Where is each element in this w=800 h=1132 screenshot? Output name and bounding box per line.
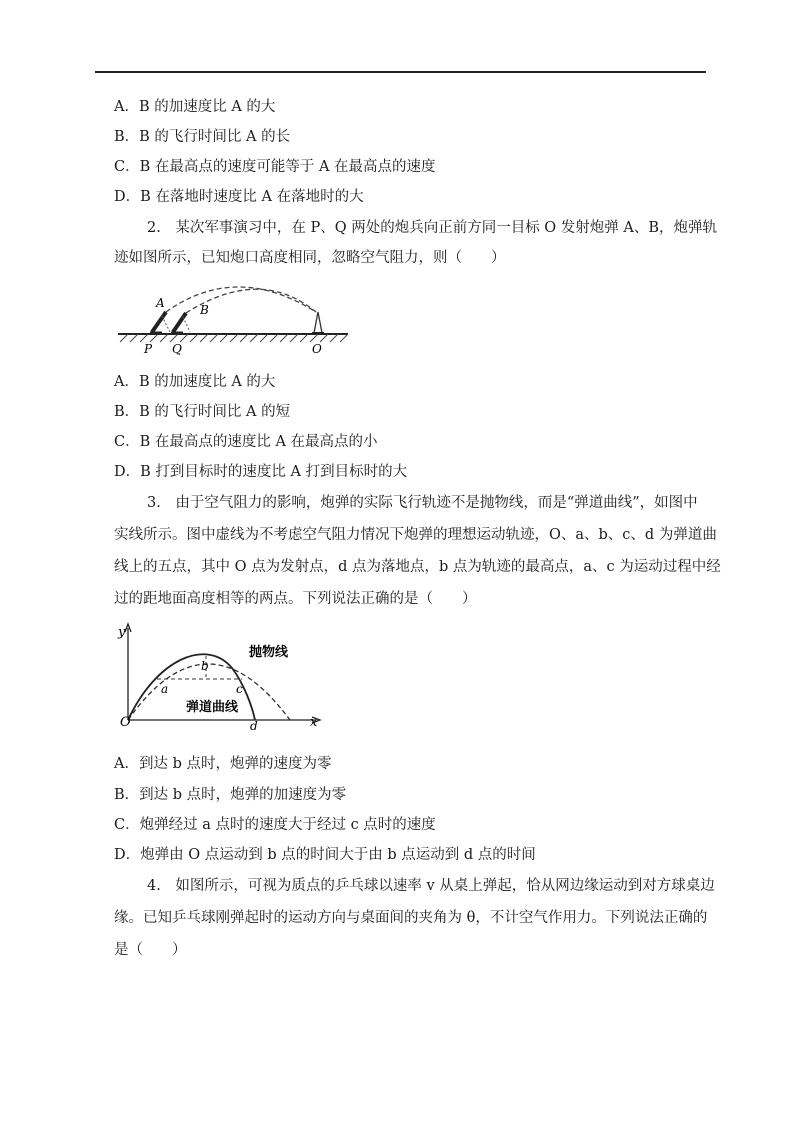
q4-stem-line-2: 缘。已知乒乓球刚弹起时的运动方向与桌面间的夹角为 θ，不计空气作用力。下列说法正确的 (114, 910, 708, 926)
q3-option-c: C．炮弹经过 a 点时的速度大于经过 c 点时的速度 (114, 817, 436, 833)
q2-option-a: A．B 的加速度比 A 的大 (114, 374, 276, 390)
ballistic-label: 弹道曲线 (186, 700, 239, 715)
cannon-p-icon (150, 312, 170, 333)
q3-option-d: D．炮弹由 O 点运动到 b 点的时间大于由 b 点运动到 d 点的时间 (114, 847, 536, 863)
q3-stem-line-2: 实线所示。图中虚线为不考虑空气阻力情况下炮弹的理想运动轨迹，O、a、b、c、d 为弹道曲 (114, 527, 717, 543)
q2-option-b: B．B 的飞行时间比 A 的短 (114, 404, 291, 420)
q3-stem-line-4: 过的距地面高度相等的两点。下列说法正确的是（ ） (114, 591, 477, 607)
q2-option-c: C．B 在最高点的速度比 A 在最高点的小 (114, 434, 378, 450)
q4-stem-line-3: 是（ ） (114, 942, 187, 958)
axis-x-label: x (310, 715, 318, 730)
label-o: O (312, 342, 322, 356)
point-c-label: c (236, 682, 243, 696)
q2-stem-line-1: 2. 某次军事演习中，在 P、Q 两处的炮兵向正前方同一目标 O 发射炮弹 A、B，炮弹轨 (147, 220, 718, 236)
header-rule (95, 71, 706, 73)
label-p: P (144, 342, 153, 356)
parabola-label: 抛物线 (249, 645, 289, 660)
axis-y-label: y (118, 625, 126, 640)
cannon-q-icon (171, 313, 190, 333)
label-q: Q (172, 342, 182, 356)
q1-option-c: C．B 在最高点的速度可能等于 A 在最高点的速度 (114, 159, 436, 175)
q2-cannon-figure (110, 276, 355, 358)
q4-stem-line-1: 4. 如图所示，可视为质点的乒乓球以速率 v 从桌上弹起，恰从网边缘运动到对方球桌边 (147, 878, 715, 894)
label-b: B (200, 303, 209, 317)
q2-option-d: D．B 打到目标时的速度比 A 打到目标时的大 (114, 464, 408, 480)
q1-option-a: A．B 的加速度比 A 的大 (114, 99, 276, 115)
origin-label: O (120, 715, 131, 730)
q3-stem-line-3: 线上的五点，其中 O 点为发射点，d 点为落地点，b 点为轨迹的最高点，a、c 为运动过程中经 (114, 559, 721, 575)
q3-option-b: B．到达 b 点时，炮弹的加速度为零 (114, 787, 347, 803)
label-a: A (156, 296, 165, 310)
target-o-icon (312, 312, 324, 333)
q3-ballistic-figure (112, 618, 327, 730)
q1-option-b: B．B 的飞行时间比 A 的长 (114, 129, 291, 145)
ground-hatching (120, 334, 348, 342)
q2-stem-line-2: 迹如图所示，已知炮口高度相同，忽略空气阻力，则（ ） (114, 250, 506, 266)
point-d-label: d (250, 719, 258, 730)
q3-stem-line-1: 3. 由于空气阻力的影响，炮弹的实际飞行轨迹不是抛物线，而是“弹道曲线”，如图中 (147, 495, 698, 511)
point-a-label: a (161, 682, 169, 696)
q1-option-d: D．B 在落地时速度比 A 在落地时的大 (114, 189, 364, 205)
point-b-label: b (201, 659, 209, 673)
q3-option-a: A．到达 b 点时，炮弹的速度为零 (114, 756, 332, 772)
